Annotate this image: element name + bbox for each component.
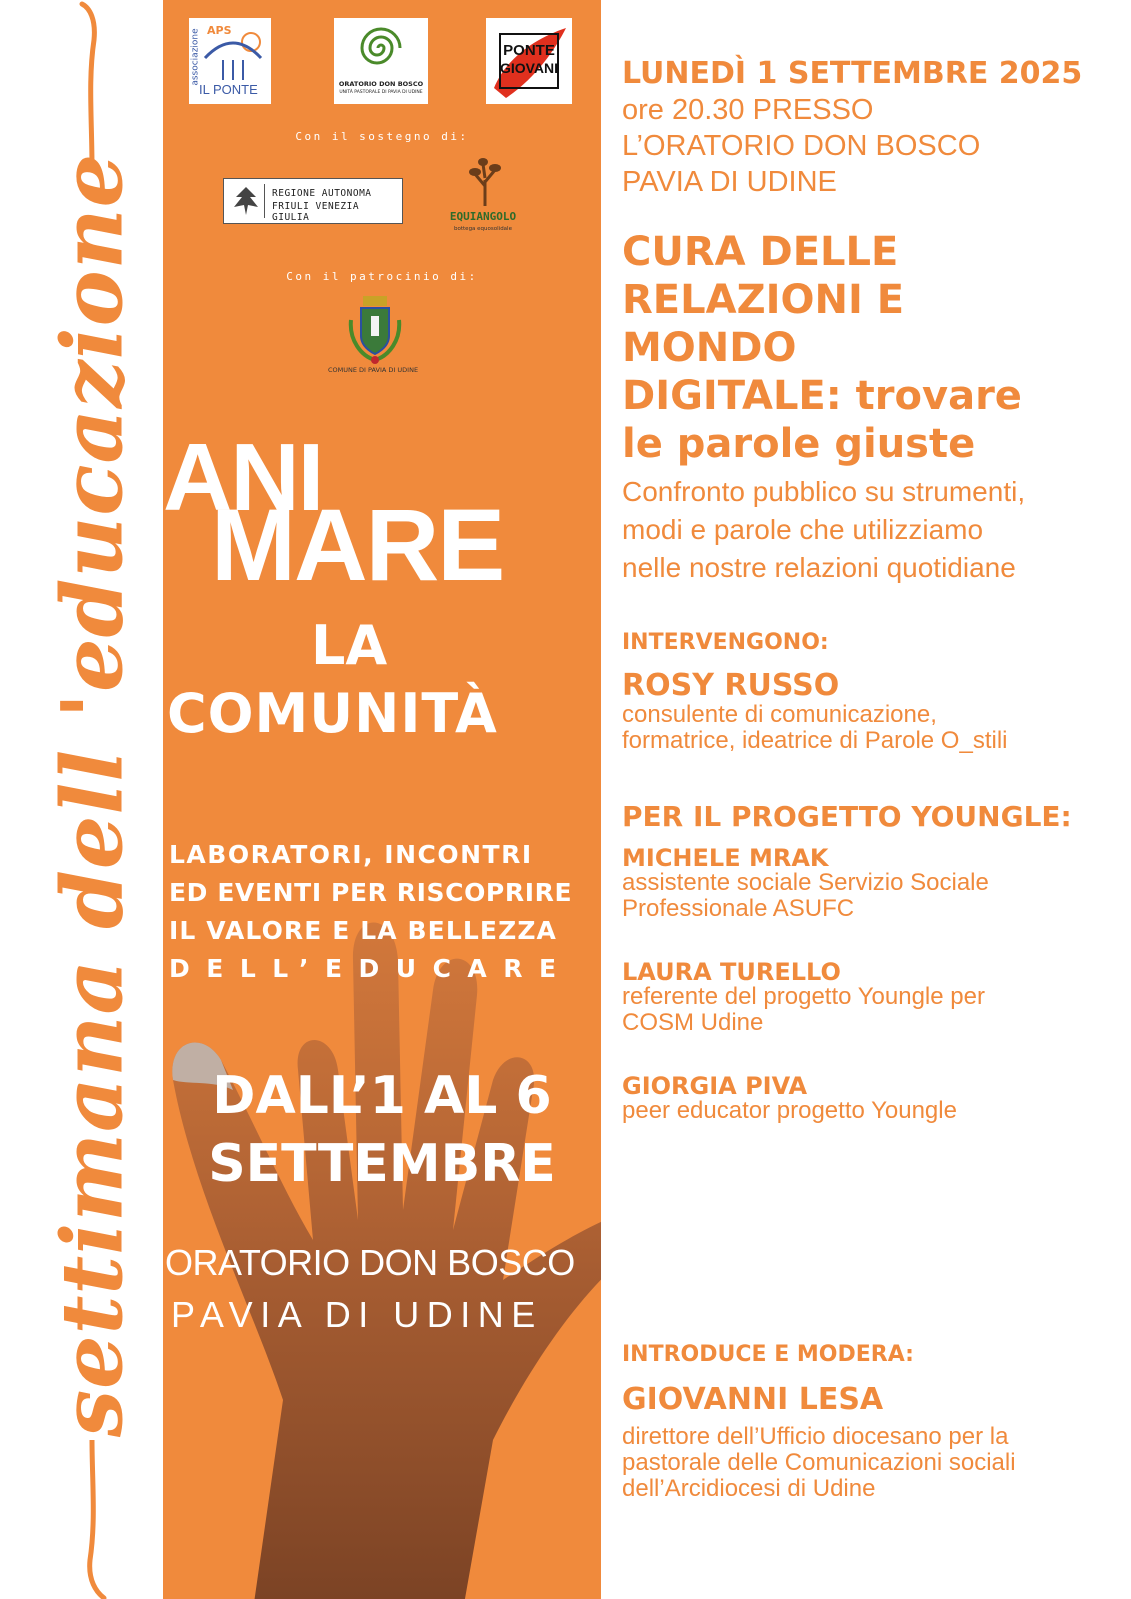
event-title-line3: MONDO xyxy=(622,325,797,371)
logo-regione-fvg xyxy=(223,178,403,224)
dates-line1: DALL’1 AL 6 xyxy=(212,1066,552,1126)
speaker-michele-role2: Professionale ASUFC xyxy=(622,895,855,922)
regione-line1: REGIONE AUTONOMA xyxy=(272,188,372,199)
speaker-michele-name: MICHELE MRAK xyxy=(622,844,829,872)
speaker-michele-role1: assistente sociale Servizio Sociale xyxy=(622,869,989,896)
youngle-heading: PER IL PROGETTO YOUNGLE: xyxy=(622,800,1072,833)
moderator-name: GIOVANNI LESA xyxy=(622,1382,884,1417)
moderator-role1: direttore dell’Ufficio diocesano per la xyxy=(622,1423,1009,1450)
patrocinio-label: Con il patrocinio di: xyxy=(286,270,478,283)
speaker-laura-name: LAURA TURELLO xyxy=(622,958,841,986)
moderator-role3: dell’Arcidiocesi di Udine xyxy=(622,1475,876,1502)
tagline-line2: ED EVENTI PER RISCOPRIRE xyxy=(169,878,573,907)
speaker-rosy-role1: consulente di comunicazione, xyxy=(622,701,937,728)
headline-ani-text: ANI xyxy=(163,424,323,531)
event-date: LUNEDÌ 1 SETTEMBRE 2025 xyxy=(622,56,1083,91)
event-time-line2: L’ORATORIO DON BOSCO xyxy=(622,130,981,162)
comune-crest-icon xyxy=(343,290,407,368)
headline-la: LA xyxy=(311,614,388,677)
tagline-line4: DELL’EDUCARE xyxy=(169,954,573,983)
vertical-title: settimana dell 'educazione xyxy=(42,152,142,1438)
event-title-line2: RELAZIONI E xyxy=(622,277,905,323)
venue-left-line2: PAVIA DI UDINE xyxy=(171,1294,543,1335)
sostegno-label: Con il sostegno di: xyxy=(295,130,469,143)
speaker-rosy-role2: formatrice, ideatrice di Parole O_stili xyxy=(622,727,1008,754)
speaker-giorgia-role1: peer educator progetto Youngle xyxy=(622,1097,957,1124)
equiangolo-sub: bottega equosolidale xyxy=(454,226,512,232)
oratorio-subtitle: UNITÀ PASTORALE DI PAVIA DI UDINE xyxy=(339,90,423,95)
speaker-giorgia-name: GIORGIA PIVA xyxy=(622,1072,808,1100)
moderator-heading: INTRODUCE E MODERA: xyxy=(622,1342,914,1367)
equiangolo-name: EQUIANGOLO xyxy=(449,210,517,223)
speaker-laura-role2: COSM Udine xyxy=(622,1009,764,1036)
il-ponte-name: IL PONTE xyxy=(199,82,258,97)
speakers-heading: INTERVENGONO: xyxy=(622,630,829,655)
venue-left-line1: ORATORIO DON BOSCO xyxy=(165,1242,575,1283)
event-desc-line2: modi e parole che utilizziamo xyxy=(622,514,984,545)
il-ponte-aps: APS xyxy=(207,24,232,37)
event-title-line1: CURA DELLE xyxy=(622,229,899,275)
event-desc-line1: Confronto pubblico su strumenti, xyxy=(622,476,1026,507)
oratorio-spiral-icon xyxy=(356,22,406,74)
il-ponte-assoc: associazione xyxy=(190,28,201,86)
speaker-rosy-name: ROSY RUSSO xyxy=(622,668,840,703)
event-time-line3: PAVIA DI UDINE xyxy=(622,166,837,198)
regione-line2: FRIULI VENEZIA GIULIA xyxy=(272,201,360,223)
swash-top-decoration xyxy=(66,0,116,170)
comune-label: COMUNE DI PAVIA DI UDINE xyxy=(327,366,419,374)
tagline-line3: IL VALORE E LA BELLEZZA xyxy=(169,916,557,945)
moderator-role2: pastorale delle Comunicazioni sociali xyxy=(622,1449,1016,1476)
ponte-giovani-line2: GIOVANI xyxy=(499,60,559,76)
event-title-line4: DIGITALE: trovare xyxy=(622,373,1022,419)
headline-comunita: COMUNITÀ xyxy=(167,682,498,745)
dates-line2: SETTEMBRE xyxy=(208,1134,556,1194)
orange-column xyxy=(163,0,601,1599)
event-title-line5: le parole giuste xyxy=(622,421,976,467)
ponte-giovani-line1: PONTE xyxy=(503,42,555,59)
event-desc-line3: nelle nostre relazioni quotidiane xyxy=(622,552,1016,583)
eagle-icon xyxy=(230,183,262,219)
logo-oratorio xyxy=(334,18,428,104)
event-time-line1: ore 20.30 PRESSO xyxy=(622,94,874,126)
logo-equiangolo xyxy=(433,156,533,244)
tagline-line1: LABORATORI, INCONTRI xyxy=(169,840,533,869)
swash-bottom-decoration xyxy=(66,1440,116,1599)
tree-icon xyxy=(465,156,505,208)
logo-il-ponte xyxy=(189,18,271,104)
oratorio-title: ORATORIO DON BOSCO xyxy=(338,80,424,88)
logo-ponte-giovani xyxy=(486,18,572,104)
headline-mare: MARE xyxy=(211,488,504,602)
speaker-laura-role1: referente del progetto Youngle per xyxy=(622,983,985,1010)
regione-divider xyxy=(264,184,265,218)
